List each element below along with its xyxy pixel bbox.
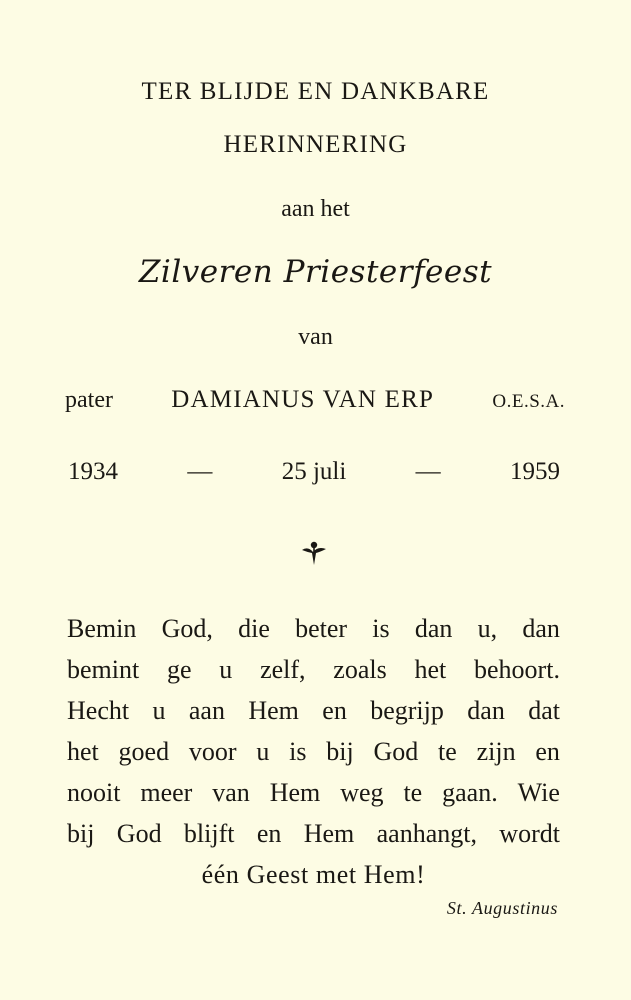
augustine-quote xyxy=(67,608,560,895)
quote-word: zijn xyxy=(476,737,516,766)
quote-word: begrijp xyxy=(370,696,444,725)
quote-word: te xyxy=(403,778,423,807)
quote-word: gaan. xyxy=(442,778,498,807)
quote-word: nooit xyxy=(67,778,121,807)
quote-word: behoort. xyxy=(474,655,560,684)
quote-attribution: St. Augustinus xyxy=(446,898,558,918)
quote-word: dan xyxy=(522,614,560,643)
quote-word: voor xyxy=(188,737,237,766)
quote-word: ge xyxy=(166,655,192,684)
quote-word: Hecht xyxy=(67,696,130,725)
quote-word: te xyxy=(438,737,457,766)
heading-line-1: TER BLIJDE EN DANKBARE xyxy=(141,78,490,105)
quote-line xyxy=(67,731,560,772)
quote-word: en xyxy=(322,696,347,725)
quote-word: dat xyxy=(528,696,560,725)
quote-line xyxy=(67,690,560,731)
date-dash-1: — xyxy=(187,458,213,485)
quote-word: zoals xyxy=(333,655,387,684)
quote-word: Hem xyxy=(248,696,299,725)
floral-ornament-icon xyxy=(298,538,330,568)
aan-het-text: aan het xyxy=(281,196,350,222)
quote-word: bij xyxy=(326,737,354,766)
quote-word: blijft xyxy=(183,819,235,848)
name-prefix: pater xyxy=(65,387,113,413)
priest-name: DAMIANUS VAN ERP xyxy=(171,386,435,413)
quote-word: dan xyxy=(414,614,453,643)
start-year: 1934 xyxy=(68,458,118,485)
quote-word: bij xyxy=(67,819,95,848)
quote-word: u, xyxy=(477,614,498,643)
quote-line xyxy=(67,608,560,649)
quote-word: aanhangt, xyxy=(376,819,477,848)
quote-word: u xyxy=(256,737,270,766)
quote-word: zelf, xyxy=(260,655,306,684)
quote-word: Wie xyxy=(517,778,560,807)
heading-line-2: HERINNERING xyxy=(223,131,408,158)
quote-line xyxy=(67,813,560,854)
quote-word: Bemin xyxy=(67,614,137,643)
quote-word: bemint xyxy=(67,655,140,684)
quote-word: is xyxy=(289,737,307,766)
quote-line xyxy=(67,772,560,813)
quote-word: u xyxy=(152,696,166,725)
feast-title: Zilveren Priesterfeest xyxy=(138,254,493,290)
quote-word: het xyxy=(414,655,447,684)
quote-word: Hem xyxy=(303,819,355,848)
date-dash-2: — xyxy=(415,458,441,485)
quote-line xyxy=(67,649,560,690)
quote-word: en xyxy=(256,819,282,848)
quote-word: aan xyxy=(188,696,225,725)
quote-word: is xyxy=(372,614,390,643)
quote-word: dan xyxy=(467,696,505,725)
feast-day: 25 juli xyxy=(281,458,347,485)
end-year: 1959 xyxy=(509,458,560,485)
quote-word: van xyxy=(212,778,250,807)
van-text: van xyxy=(298,324,333,350)
quote-word: het xyxy=(67,737,99,766)
date-row xyxy=(68,458,560,486)
quote-last-line: één Geest met Hem! xyxy=(201,860,426,889)
quote-word: die xyxy=(238,614,270,643)
quote-word: en xyxy=(535,737,560,766)
quote-word: goed xyxy=(118,737,170,766)
quote-word: God xyxy=(373,737,419,766)
quote-word: God xyxy=(116,819,162,848)
quote-word: Hem xyxy=(269,778,321,807)
order-abbreviation: O.E.S.A. xyxy=(492,391,565,412)
quote-word: meer xyxy=(140,778,193,807)
quote-word: wordt xyxy=(499,819,560,848)
quote-word: beter xyxy=(295,614,348,643)
quote-word: God, xyxy=(161,614,213,643)
quote-word: u xyxy=(219,655,233,684)
priest-name-row xyxy=(65,386,565,414)
quote-word: weg xyxy=(340,778,384,807)
